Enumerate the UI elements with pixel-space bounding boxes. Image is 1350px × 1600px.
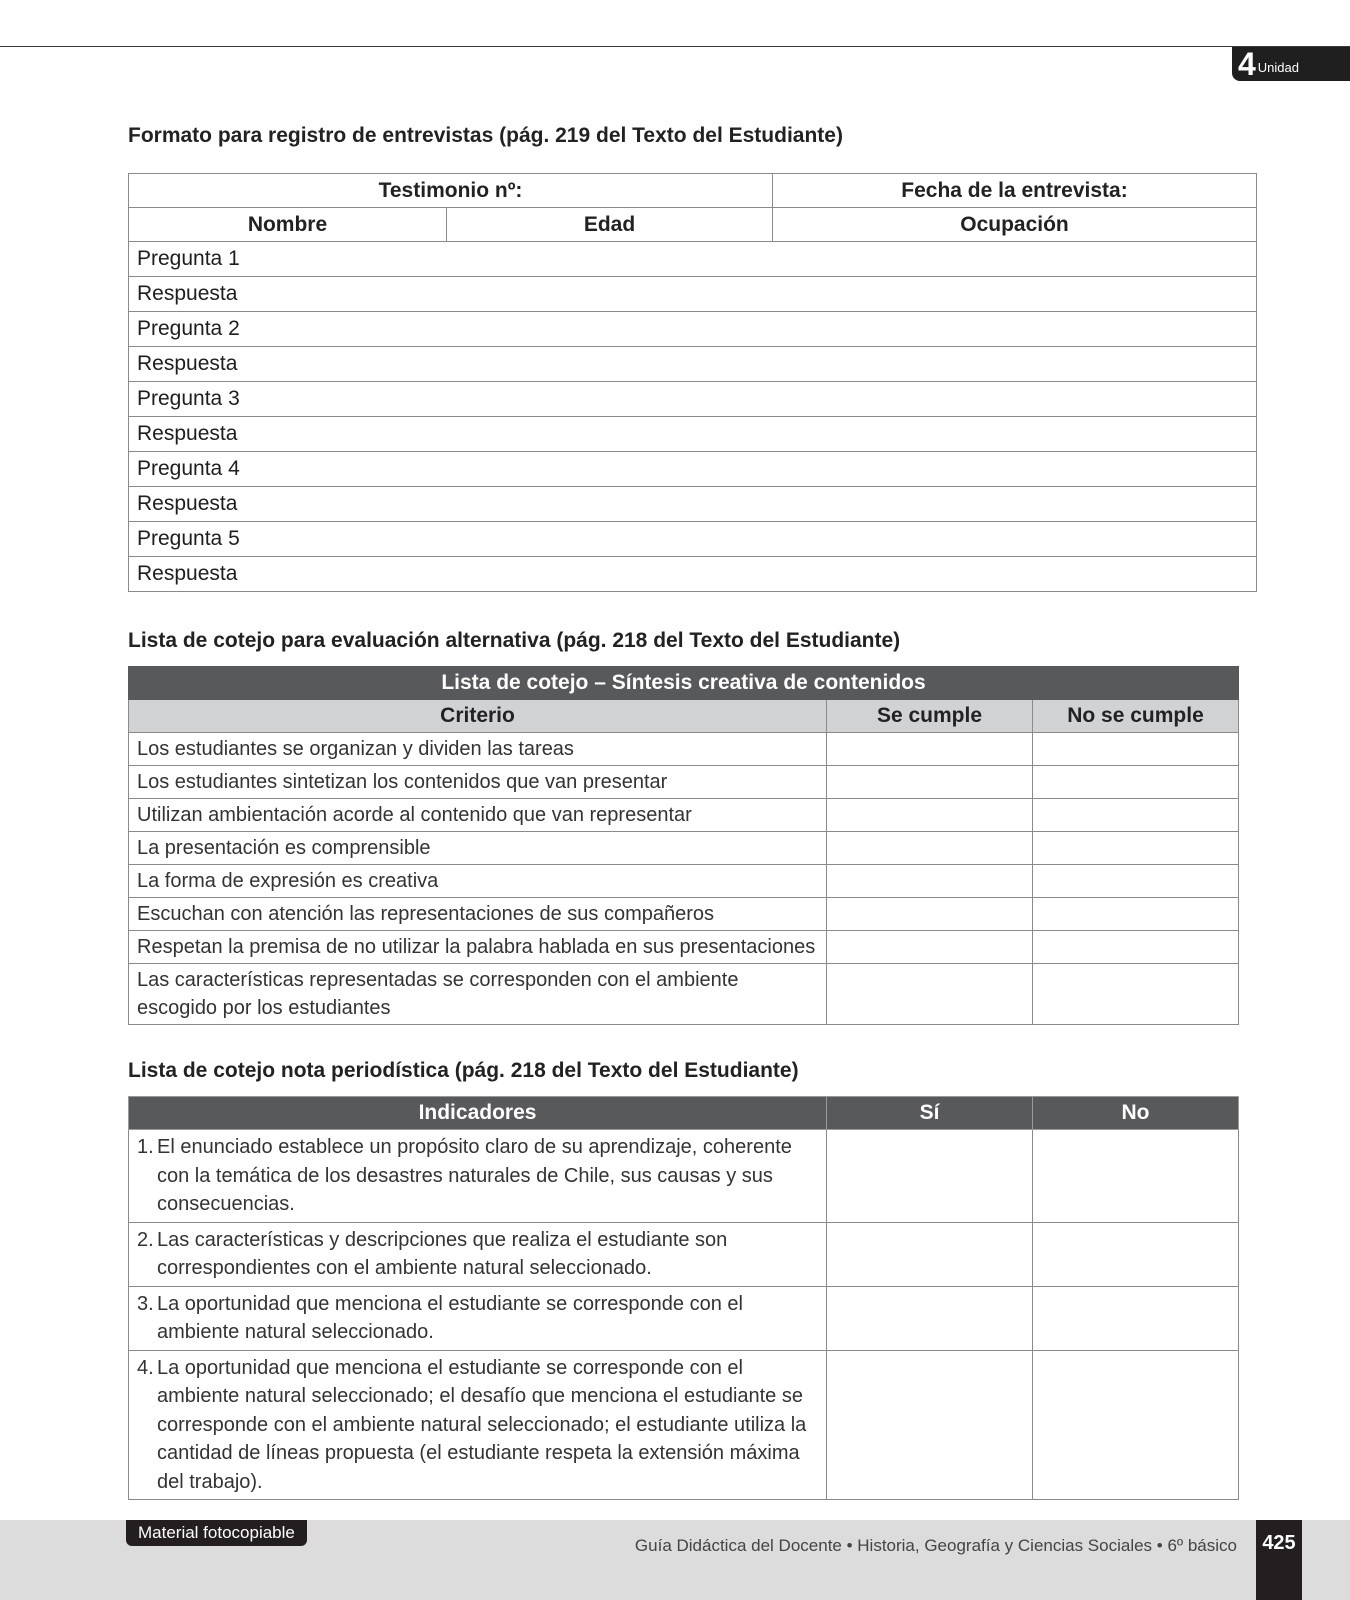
criterio-cell: Escuchan con atención las representaciones de sus compañeros: [129, 898, 827, 931]
indicador-number: 2.: [137, 1228, 154, 1251]
indicadores-header: Indicadores: [129, 1097, 827, 1130]
fecha-header: Fecha de la entrevista:: [773, 174, 1257, 208]
interview-row: Pregunta 2: [129, 312, 1257, 347]
se-cumple-cell: [827, 931, 1033, 964]
no-se-cumple-cell: [1033, 898, 1239, 931]
footer-text: Guía Didáctica del Docente • Historia, Geografía y Ciencias Sociales • 6º básico: [634, 1536, 1237, 1555]
table-row: [129, 898, 1239, 931]
criterio-cell: Respetan la premisa de no utilizar la palabra hablada en sus presentaciones: [129, 931, 827, 964]
no-se-cumple-cell: [1033, 964, 1239, 1025]
se-cumple-cell: [827, 964, 1033, 1025]
criterio-cell: La presentación es comprensible: [129, 832, 827, 865]
interview-row: Pregunta 4: [129, 452, 1257, 487]
table-row: [129, 799, 1239, 832]
criterio-cell: Utilizan ambientación acorde al contenido que van representar: [129, 799, 827, 832]
si-cell: [827, 1350, 1033, 1500]
checklist-alt-table-title: Lista de cotejo – Síntesis creativa de contenidos: [129, 667, 1239, 700]
table-row: [129, 1222, 1239, 1286]
testimonio-header: Testimonio nº:: [129, 174, 773, 208]
interview-row: Respuesta: [129, 277, 1257, 312]
checklist-news-section-title: Lista de cotejo nota periodística (pág. 218 del Texto del Estudiante): [128, 1059, 799, 1082]
indicador-number: 1.: [137, 1136, 154, 1158]
se-cumple-cell: [827, 799, 1033, 832]
table-row: [129, 766, 1239, 799]
si-header: Sí: [827, 1097, 1033, 1130]
no-se-cumple-cell: [1033, 733, 1239, 766]
criterio-header: Criterio: [129, 700, 827, 733]
se-cumple-cell: [827, 898, 1033, 931]
indicador-cell: [129, 1286, 827, 1350]
unit-tab: [1232, 47, 1350, 81]
interview-table: [128, 173, 1257, 592]
interview-row: Respuesta: [129, 487, 1257, 522]
interview-section-title: Formato para registro de entrevistas (pág. 219 del Texto del Estudiante): [128, 124, 843, 147]
page-number: 425: [1256, 1520, 1302, 1600]
se-cumple-header: Se cumple: [827, 700, 1033, 733]
se-cumple-cell: [827, 766, 1033, 799]
interview-row: Pregunta 1: [129, 242, 1257, 277]
checklist-alt-table: [128, 666, 1239, 1025]
criterio-cell: Los estudiantes se organizan y dividen las tareas: [129, 733, 827, 766]
no-se-cumple-cell: [1033, 931, 1239, 964]
ocupacion-header: Ocupación: [773, 208, 1257, 242]
material-fotocopiable-badge: Material fotocopiable: [126, 1520, 307, 1546]
no-se-cumple-cell: [1033, 799, 1239, 832]
interview-row: Pregunta 3: [129, 382, 1257, 417]
no-se-cumple-header: No se cumple: [1033, 700, 1239, 733]
top-rule: [0, 46, 1350, 47]
checklist-alt-section-title: Lista de cotejo para evaluación alternativa (pág. 218 del Texto del Estudiante): [128, 629, 901, 652]
no-cell: [1033, 1222, 1239, 1286]
si-cell: [827, 1130, 1033, 1223]
si-cell: [827, 1286, 1033, 1350]
interview-row: Respuesta: [129, 557, 1257, 592]
se-cumple-cell: [827, 865, 1033, 898]
table-row: [129, 931, 1239, 964]
checklist-news-table: [128, 1096, 1239, 1500]
table-row: [129, 1130, 1239, 1223]
interview-row: Pregunta 5: [129, 522, 1257, 557]
criterio-cell: Las características representadas se corresponden con el ambiente escogido por los estudiantes: [129, 964, 827, 1025]
no-se-cumple-cell: [1033, 865, 1239, 898]
indicador-text: La oportunidad que menciona el estudiante se corresponde con el ambiente natural seleccionado; el desafío que menciona el estudiante se corresponde con el ambiente natural seleccionado; el estudiante utiliza la cantidad de líneas propuesta (el estudiante respeta la extensión máxima del trabajo).: [157, 1356, 807, 1493]
indicador-text: La oportunidad que menciona el estudiante se corresponde con el ambiente natural seleccionado.: [157, 1292, 743, 1343]
edad-header: Edad: [447, 208, 773, 242]
no-cell: [1033, 1286, 1239, 1350]
nombre-header: Nombre: [129, 208, 447, 242]
si-cell: [827, 1222, 1033, 1286]
se-cumple-cell: [827, 733, 1033, 766]
no-se-cumple-cell: [1033, 832, 1239, 865]
unit-number: 4: [1238, 46, 1256, 82]
indicador-cell: [129, 1130, 827, 1223]
interview-row: Respuesta: [129, 417, 1257, 452]
table-row: [129, 1350, 1239, 1500]
criterio-cell: Los estudiantes sintetizan los contenidos que van presentar: [129, 766, 827, 799]
no-cell: [1033, 1130, 1239, 1223]
no-header: No: [1033, 1097, 1239, 1130]
se-cumple-cell: [827, 832, 1033, 865]
table-row: [129, 1286, 1239, 1350]
table-row: [129, 865, 1239, 898]
no-se-cumple-cell: [1033, 766, 1239, 799]
unit-label: Unidad: [1257, 59, 1299, 75]
indicador-cell: [129, 1350, 827, 1500]
table-row: [129, 733, 1239, 766]
no-cell: [1033, 1350, 1239, 1500]
indicador-cell: [129, 1222, 827, 1286]
table-row: [129, 964, 1239, 1025]
indicador-number: 4.: [137, 1356, 154, 1379]
interview-row: Respuesta: [129, 347, 1257, 382]
table-row: [129, 832, 1239, 865]
indicador-text: Las características y descripciones que realiza el estudiante son correspondientes con el ambiente natural seleccionado.: [157, 1228, 728, 1279]
indicador-text: El enunciado establece un propósito claro de su aprendizaje, coherente con la temática de los desastres naturales de Chile, sus causas y sus consecuencias.: [157, 1136, 792, 1215]
indicador-number: 3.: [137, 1292, 154, 1315]
criterio-cell: La forma de expresión es creativa: [129, 865, 827, 898]
